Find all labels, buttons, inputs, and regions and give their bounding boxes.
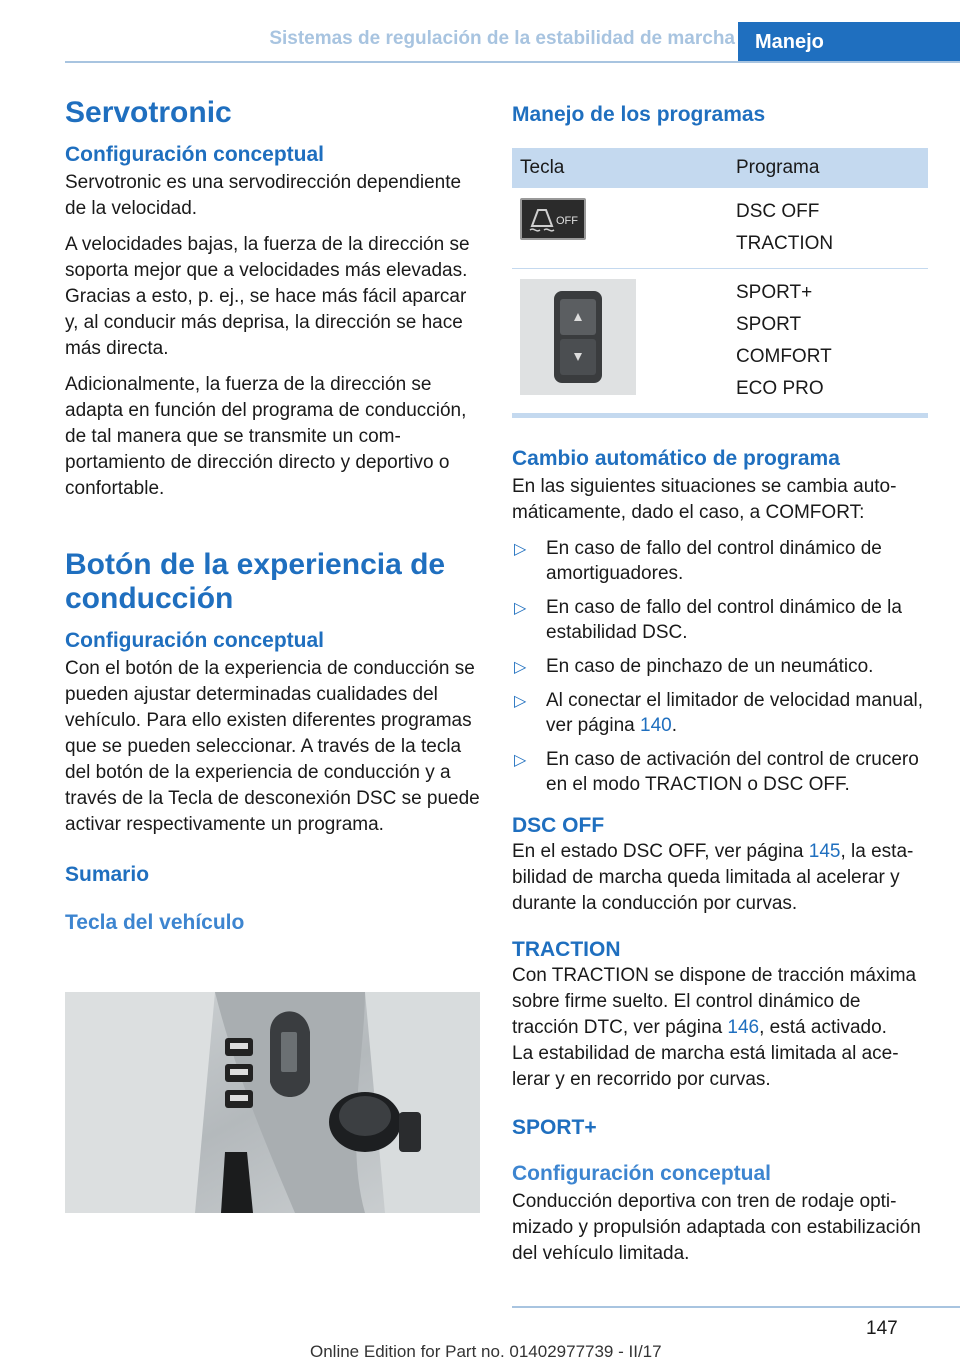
list-item-text: En caso de fallo del control dinámico de amortiguadores.: [546, 538, 882, 584]
heading-config-1: Configuración conceptual: [65, 143, 325, 166]
paragraph: Adicionalmente, la fuerza de la dirección se adapta en función del programa de conducción, de tal manera que se transmite un comportamiento de dirección directo y deportivo o confortable.: [65, 374, 467, 499]
table-end-rule: [512, 414, 928, 418]
program-sport: SPORT: [736, 314, 802, 335]
vehicle-console-photo: [65, 992, 480, 1213]
list-item-text: En caso de activación del control de crucero en el modo TRACTION o DSC OFF.: [546, 749, 919, 795]
paragraph: Servotronic es una servodirección dependiente de la velocidad.: [65, 172, 462, 219]
heading-dsc-off: DSC OFF: [512, 814, 605, 837]
heading-traction: TRACTION: [512, 938, 621, 961]
chapter-tab[interactable]: Manejo: [738, 22, 960, 62]
footer-rule: [512, 1306, 960, 1308]
table-row: [512, 188, 928, 269]
triangle-bullet-icon: ▷: [514, 752, 527, 769]
list-item-text: En caso de fallo del control dinámico de la estabilidad DSC.: [546, 597, 902, 643]
page-header: [65, 22, 960, 60]
heading-sport-plus: SPORT+: [512, 1116, 597, 1139]
driving-experience-switch-icon: [520, 279, 636, 395]
text: , está activado.: [759, 1017, 887, 1038]
programs-table: [512, 148, 928, 414]
heading-manejo: Manejo de los programas: [512, 103, 766, 126]
list-item: [512, 688, 928, 738]
svg-text:OFF: OFF: [556, 215, 578, 227]
heading-boton: Botón de la experiencia de conducción: [65, 548, 446, 615]
paragraph: Con el botón de la experiencia de conducción se pueden ajustar determinadas cualidades del vehículo. Para ello existen diferentes programas que se pueden seleccionar. A través de la tecla del botón de la experiencia de conducción y a través de la Tecla de desconexión DSC se puede activar respectivamente un programa.: [65, 658, 480, 835]
program-dsc-off: DSC OFF: [736, 201, 820, 222]
page-link-146[interactable]: 146: [727, 1017, 760, 1038]
paragraph: La estabilidad de marcha está limitada al acelerar y en recorrido por curvas.: [512, 1043, 899, 1090]
triangle-bullet-icon: ▷: [514, 693, 527, 710]
page-number: 147: [866, 1318, 898, 1339]
paragraph: [512, 963, 928, 1041]
heading-cambio: Cambio automático de programa: [512, 447, 840, 470]
section-title: Sistemas de regulación de la estabilidad de marcha: [269, 28, 735, 49]
triangle-bullet-icon: ▷: [514, 659, 527, 676]
left-column: [65, 96, 480, 938]
list-item-text: En caso de pinchazo de un neumático.: [546, 656, 874, 677]
program-traction: TRACTION: [736, 233, 834, 254]
paragraph: A velocidades bajas, la fuerza de la dirección se soporta mejor que a velocidades más elevadas. Gracias a esto, p. ej., se hace más fácil aparcar y, al conducir más deprisa, la dirección se hace más directa.: [65, 234, 470, 359]
list-item: [512, 536, 928, 586]
program-eco-pro: ECO PRO: [736, 378, 824, 399]
triangle-bullet-icon: ▷: [514, 541, 527, 558]
program-comfort: COMFORT: [736, 346, 832, 367]
right-column: [512, 102, 928, 1277]
list-item: [512, 595, 928, 645]
text: , la estabilidad de marcha queda limitada al acelerar y durante la conducción por curvas.: [512, 841, 914, 914]
bullet-list: [512, 536, 928, 797]
header-rule: [65, 61, 960, 63]
text: Con TRACTION se dispone de tracción máxima sobre firme suelto. El control dinámico de tracción DTC, ver página: [512, 965, 917, 1038]
dsc-off-button-icon: [520, 198, 586, 240]
heading-sumario: Sumario: [65, 863, 150, 886]
paragraph: En las siguientes situaciones se cambia automáticamente, dado el caso, a COMFORT:: [512, 476, 897, 523]
list-item-text: Al conectar el limitador de velocidad manual, ver página: [546, 690, 924, 736]
list-item: [512, 747, 928, 797]
page-link-140[interactable]: 140: [640, 715, 672, 736]
table-header-tecla: Tecla: [512, 148, 728, 188]
paragraph: Conducción deportiva con tren de rodaje optimizado y propulsión adaptada con estabilización del vehículo limitada.: [512, 1191, 921, 1264]
heading-config-3: Configuración conceptual: [512, 1162, 772, 1185]
list-item: [512, 654, 928, 679]
text: En el estado DSC OFF, ver página: [512, 841, 809, 862]
heading-servotronic: Servotronic: [65, 96, 232, 129]
table-header-programa: Programa: [728, 148, 928, 188]
paragraph: [512, 839, 928, 917]
heading-tecla: Tecla del vehículo: [65, 911, 245, 934]
program-sport-plus: SPORT+: [736, 282, 813, 303]
edition-note: Online Edition for Part no. 01402977739 - II/17: [310, 1342, 662, 1361]
page-link-145[interactable]: 145: [808, 841, 841, 862]
table-row: [512, 269, 928, 414]
list-item-text: .: [671, 715, 677, 736]
triangle-bullet-icon: ▷: [514, 600, 527, 617]
heading-config-2: Configuración conceptual: [65, 629, 325, 652]
